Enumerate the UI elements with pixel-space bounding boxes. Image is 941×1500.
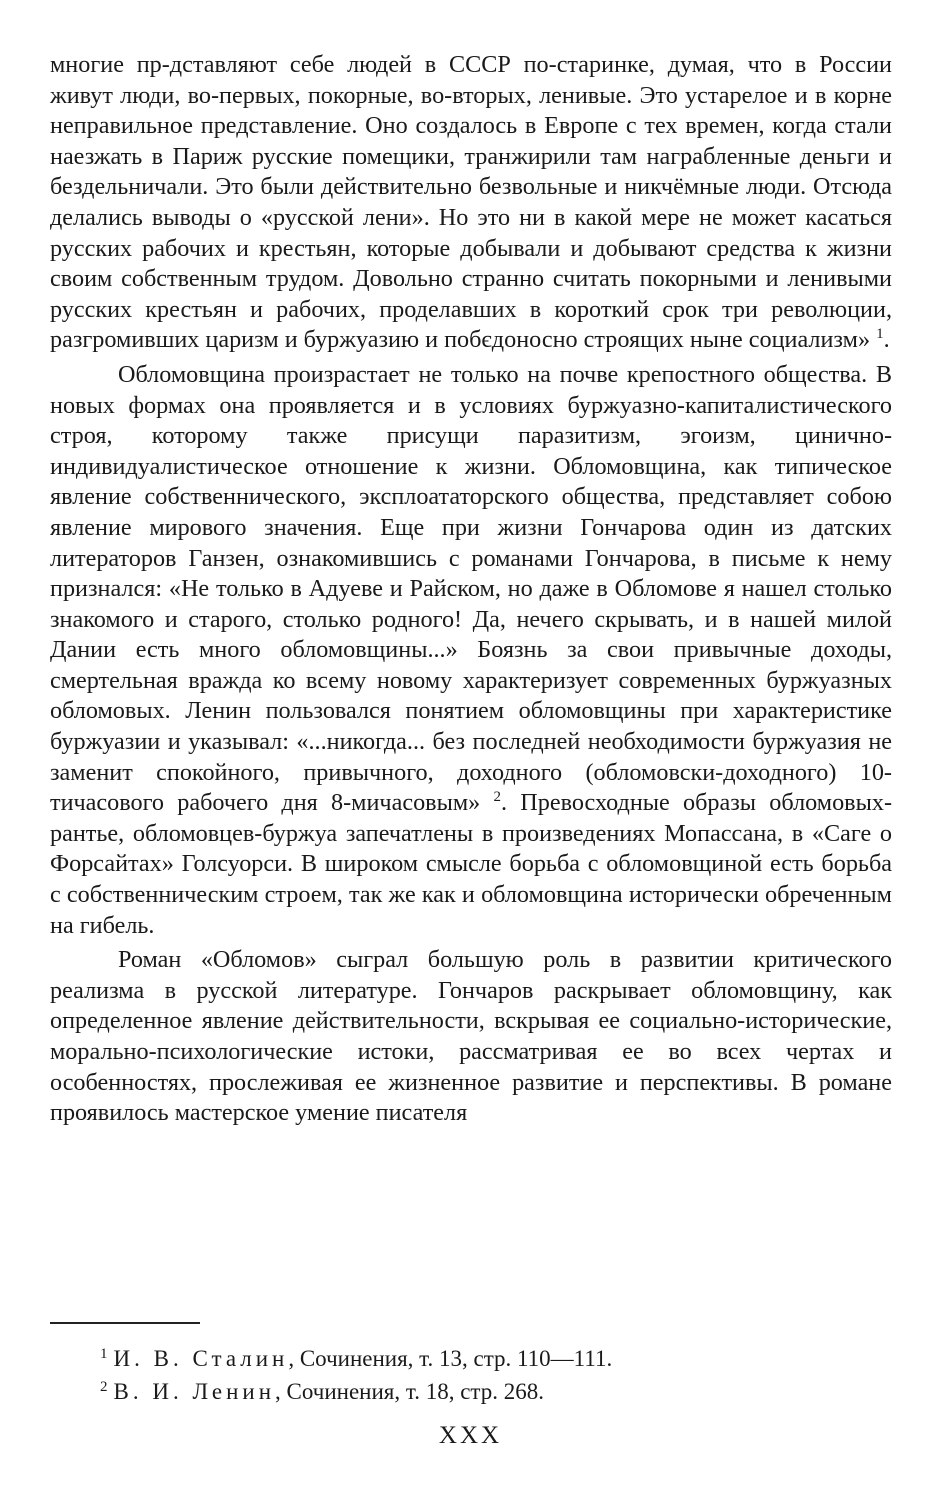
paragraph-2-text-after: . Превосходные образы обломовых-рантье, обломовцев-буржуа запечатлены в произведениях Мопассана, в «Саге о Форсайтах» Голсуорси. В широком смысле борьба с обломовщиной есть борьба с собственническим строем, так же как и обломовщина исторически обреченным на гибель. [50, 789, 892, 939]
paragraph-1: многие пр-дставляют себе людей в СССР по-старинке, думая, что в России живут люди, во-первых, покорные, во-вторых, ленивые. Это устарелое и в корне неправильное представление. Оно создалось в Европе с тех времен, когда стали наезжать в Париж русские помещики, транжирили там награбленные деньги и бездельничали. Это были действительно безвольные и никчёмные люди. Отсюда делались выводы о «русской лени». Но это ни в какой мере не может касаться русских рабочих и крестьян, которые добывали и добывают средства к жизни своим собственным трудом. Довольно странно считать покорными и ленивыми русских крестьян и рабочих, проделавших в короткий срок три революции, разгромивших царизм и буржуазию и побєдоносно строящих ныне социализм» $^1$. [50, 51, 892, 354]
footnote-separator [50, 1322, 200, 1324]
footnote-2 [100, 1373, 890, 1406]
footnote-1-text: , Сочинения, т. 13, стр. 110—111. [288, 1346, 613, 1371]
footnote-ref-1: 1 [876, 326, 884, 343]
paragraph-3-text: Роман «Обломов» сыграл большую роль в развитии критического реализма в русской литературе. Гончаров раскрывает обломовщину, как определенное явление действительности, вскрывая ее социально-исторические, морально-психологические истоки, рассматривая ее во всех чертах и особенностях, прослеживая ее жизненное развитие и перспективы. В романе проявилось мастерское умение писателя [50, 946, 892, 1127]
footnotes [100, 1340, 890, 1406]
page-number: XXX [438, 1422, 503, 1449]
footnote-1 [100, 1340, 890, 1373]
footnote-1-author: И. В. Сталин [113, 1346, 289, 1371]
footnote-1-number: 1 [100, 1346, 108, 1362]
paragraph-1-text: многие пр-дставляют себе людей в СССР по-старинке, думая, что в России живут люди, во-первых, покорные, во-вторых, ленивые. Это устарелое и в корне неправильное представление. Оно создалось в Европе с тех времен, когда стали наезжать в Париж русские помещики, транжирили там награбленные деньги и бездельничали. Это были действительно безвольные и никчёмные люди. Отсюда делались выводы о «русской лени». Но это ни в какой мере не может касаться русских рабочих и крестьян, которые добывали и добывают средства к жизни своим собственным трудом. Довольно странно считать покорными и ленивыми русских крестьян и рабочих, проделавших в короткий срок три революции, разгромивших царизм и буржуазию и побєдоносно строящих ныне социализм» [50, 51, 892, 354]
footnote-2-author: В. И. Ленин [113, 1379, 276, 1404]
footnote-ref-2: 2 [493, 789, 501, 806]
paragraph-3 [50, 945, 892, 1129]
footnote-2-text: , Сочинения, т. 18, стр. 268. [275, 1379, 544, 1404]
footnote-2-number: 2 [100, 1379, 108, 1395]
paragraph-2-text-before: Обломовщина произрастает не только на почве крепостного общества. В новых формах она проявляется и в условиях буржуазно-капиталистического строя, которому также присущи паразитизм, эгоизм, цинично-индивидуалистическое отношение к жизни. Обломовщина, как типическое явление собственнического, эксплоататорского общества, представляет собою явление мирового значения. Еще при жизни Гончарова один из датских литераторов Ганзен, ознакомившись с романами Гончарова, в письме к нему признался: «Не только в Адуеве и Райском, но даже в Обломове я нашел столько знакомого и старого, столько родного! Да, нечего скрывать, и в нашей милой Дании есть много обломовщины...» Боязнь за свои привычные доходы, смертельная вражда ко всему новому характеризует современных буржуазных обломовых. Ленин пользовался понятием обломовщины при характеристике буржуазии и указывал: «...никогда... без последней необходимости буржуазия не заменит спокойного, привычного, доходного (обломовски-доходного) 10-тичасового рабочего дня 8-мичасовым» [50, 360, 892, 817]
paragraph-2 [50, 360, 892, 941]
main-text [50, 50, 892, 1129]
